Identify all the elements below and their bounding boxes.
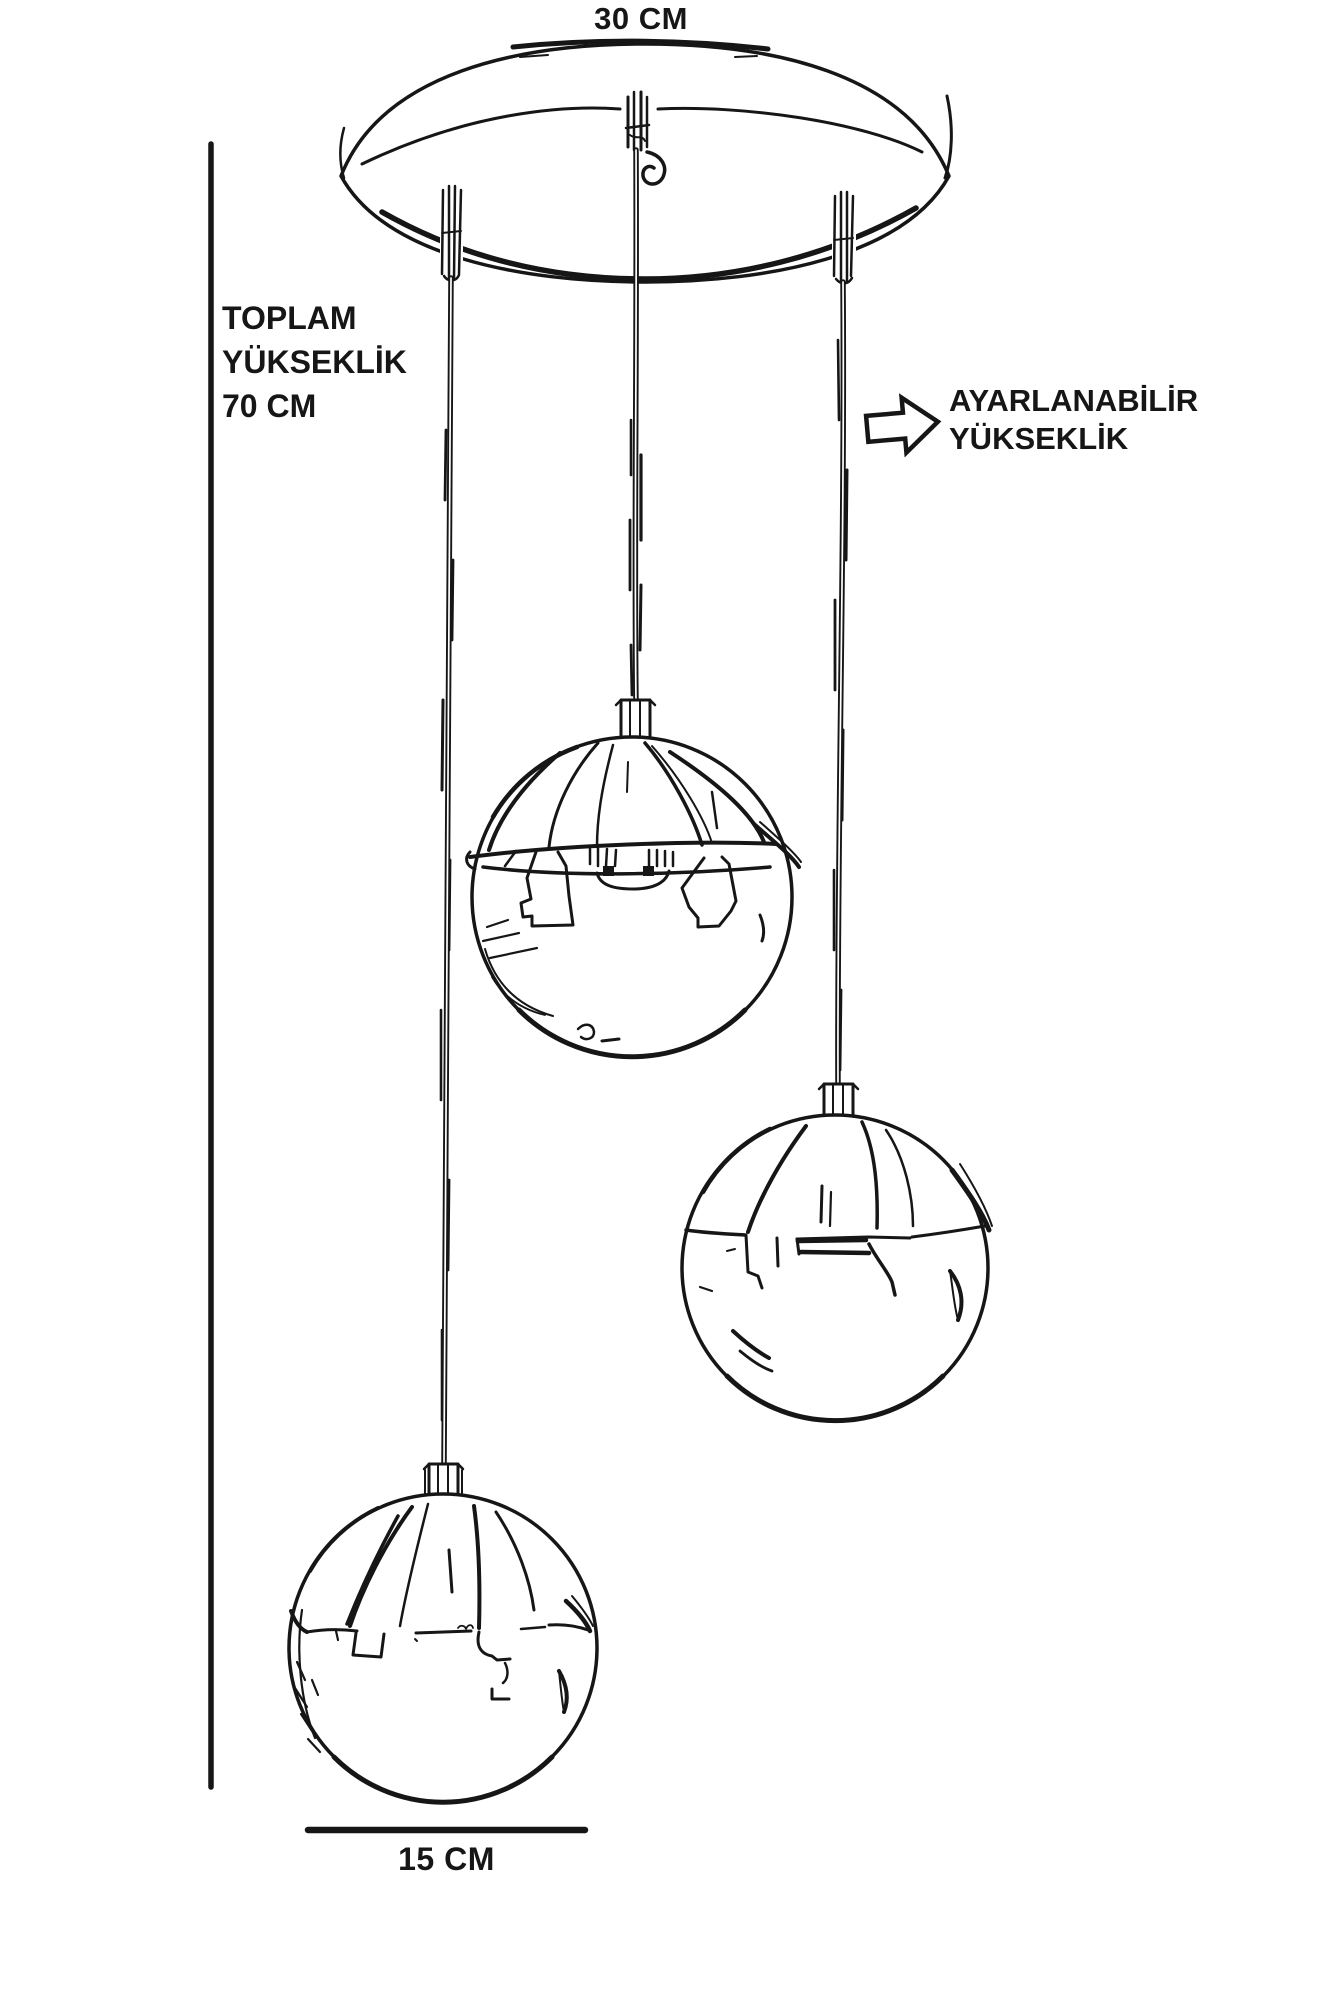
total-height-line3: 70 CM	[222, 388, 317, 424]
lamp-connector	[616, 700, 655, 738]
adjustable-height-line2: YÜKSEKLİK	[949, 421, 1129, 456]
top-width-label: 30 CM	[594, 1, 688, 36]
total-height-line2: YÜKSEKLİK	[222, 344, 407, 380]
total-height-line1: TOPLAM	[222, 300, 357, 336]
ceiling-plate	[340, 44, 951, 282]
pendant-lamp-middle	[467, 700, 801, 1057]
arrow-right-icon	[865, 395, 941, 456]
adjustable-height-arrow	[865, 395, 941, 456]
ceiling-plate-outline	[341, 44, 949, 282]
cord-grip-left	[440, 186, 463, 280]
total-height-label	[222, 296, 407, 428]
globe-diameter-label: 15 CM	[398, 1841, 495, 1877]
cord-grip-right	[832, 192, 856, 284]
adjustable-height-line1: AYARLANABİLİR	[949, 383, 1199, 418]
pendant-lamp-right	[682, 1084, 992, 1421]
pendant-lamp-bottom	[289, 1464, 597, 1802]
adjustable-height-label	[949, 382, 1198, 458]
